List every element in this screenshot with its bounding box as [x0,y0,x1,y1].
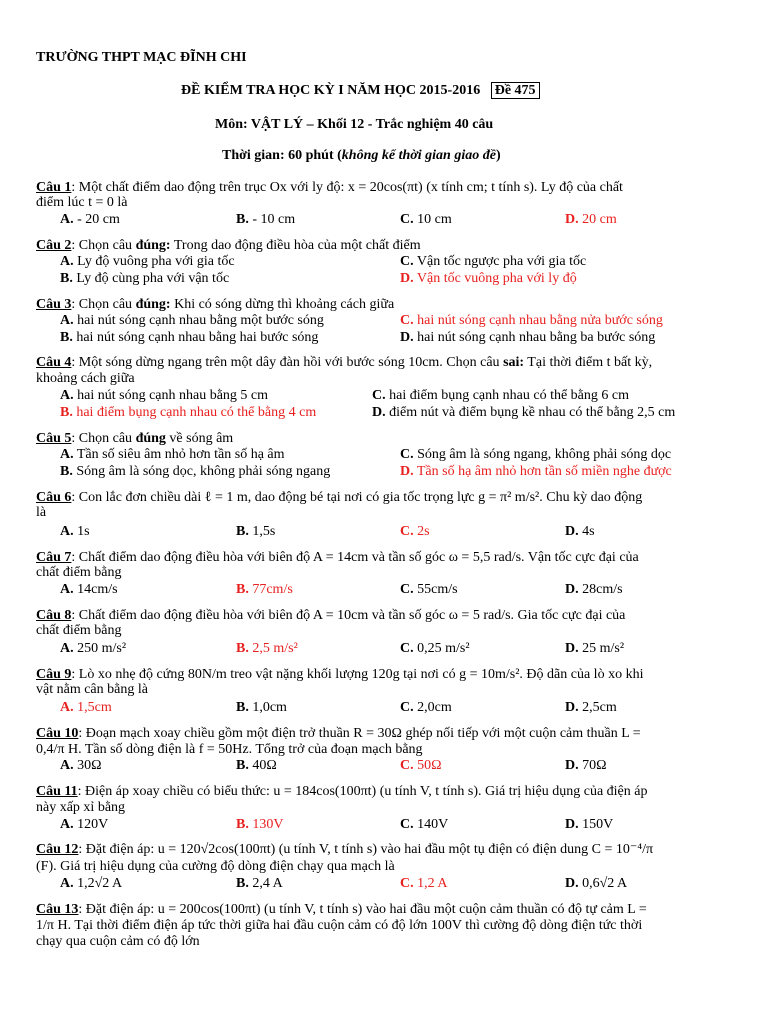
question-11-line2: này xấp xỉ bằng [36,800,126,815]
letter: A. [60,388,74,403]
q5-option-d-answer [400,464,672,480]
option-text: 120V [77,817,109,832]
t: Tại thời điểm t bất kỳ, [524,355,653,370]
letter: C. [400,313,414,328]
question-8-line2: chất điểm bằng [36,623,122,638]
letter: C. [400,582,414,597]
option-text: 70Ω [582,758,607,773]
question-6-label: Câu 6 [36,490,72,505]
option-text: 2,5cm [582,700,617,715]
option-text: 1s [77,524,90,539]
question-1-line2: điểm lúc t = 0 là [36,195,128,210]
option-text: Tần số siêu âm nhỏ hơn tần số hạ âm [76,447,285,462]
t: : Một sóng dừng ngang trên một dây đàn hồi với bước sóng 10cm. Chọn câu [71,355,504,370]
question-7-label: Câu 7 [36,550,72,565]
q6-option-d [565,524,595,540]
question-2-label: Câu 2 [36,238,72,253]
option-text: 25 m/s² [582,641,625,656]
q8-option-c [400,641,470,657]
q3-option-d [400,330,655,346]
option-text: 77cm/s [252,582,293,597]
question-3-text [36,297,394,313]
q3-option-b [60,330,318,346]
question-1-label: Câu 1 [36,180,72,195]
q9-option-b [236,700,287,716]
subject-line: Môn: VẬT LÝ – Khối 12 - Trắc nghiệm 40 câu [215,117,494,132]
letter: B. [236,582,249,597]
q10-option-d [565,758,607,774]
question-12-line1: : Đặt điện áp: u = 120√2cos(100πt) (u tính V, t tính s) vào hai đầu một tụ điện có điện dung C = 10⁻⁴/π [78,842,654,857]
q2-option-a [60,254,235,270]
letter: A. [60,700,74,715]
option-text: 2,4 A [252,876,283,891]
option-text: Ly độ cùng pha với vận tốc [76,271,230,286]
letter: C. [400,524,414,539]
q10-option-c-answer [400,758,442,774]
letter: D. [400,271,414,286]
q11-option-a [60,817,108,833]
q8-option-b-answer [236,641,298,657]
option-text: Sóng âm là sóng ngang, không phải sóng dọc [417,447,672,462]
option-text: hai điểm bụng cạnh nhau có thể bằng 4 cm [76,405,317,420]
q3-option-a [60,313,324,329]
q4-option-b-answer [60,405,316,421]
letter: B. [236,524,249,539]
question-2-text [36,238,421,254]
t: Khi có sóng dừng thì khoảng cách giữa [170,297,395,312]
q8-option-d [565,641,624,657]
letter: D. [565,524,579,539]
question-4-line2: khoảng cách giữa [36,371,135,386]
option-text: 250 m/s² [77,641,127,656]
time-end: ) [495,148,501,163]
t: đúng: [135,297,171,312]
option-text: 40Ω [252,758,277,773]
time-note: không kể thời gian giao đề [341,148,496,163]
question-12-line2: (F). Giá trị hiệu dụng của cường độ dòng điện chạy qua mạch là [36,859,395,874]
option-text: 55cm/s [417,582,458,597]
option-text: - 20 cm [77,212,120,227]
option-text: 10 cm [417,212,452,227]
time-line [222,148,501,164]
q2-option-d-answer [400,271,577,287]
q10-option-b [236,758,277,774]
question-13-line1: : Đặt điện áp: u = 200cos(100πt) (u tính V, t tính s) vào hai đầu một cuộn cảm thuần có độ tự cảm L = [78,902,647,917]
q1-option-b [236,212,295,228]
question-10-text [36,726,641,742]
question-6-text [36,490,642,506]
t: : Chọn câu [71,238,136,253]
letter: C. [400,876,414,891]
q9-option-d [565,700,617,716]
option-text: Sóng âm là sóng dọc, không phải sóng ngang [76,464,331,479]
question-13-line3: chạy qua cuộn cảm có độ lớn [36,934,200,949]
option-text: Vận tốc ngược pha với gia tốc [416,254,587,269]
school-name: TRƯỜNG THPT MẠC ĐĨNH CHI [36,50,247,65]
letter: C. [400,758,414,773]
letter: B. [236,641,249,656]
q12-option-d [565,876,627,892]
option-text: 1,2√2 A [77,876,123,891]
q6-option-c-answer [400,524,430,540]
letter: A. [60,817,74,832]
question-6-line2: là [36,505,47,520]
question-10-line1: : Đoạn mạch xoay chiều gồm một điện trở thuần R = 30Ω ghép nối tiếp với một cuộn cảm thuần L = [78,726,641,741]
question-12-label: Câu 12 [36,842,79,857]
time-text: Thời gian: 60 phút ( [222,148,342,163]
option-text: Tần số hạ âm nhỏ hơn tần số miền nghe được [416,464,672,479]
question-11-line1: : Điện áp xoay chiều có biểu thức: u = 184cos(100πt) (u tính V, t tính s). Giá trị hiệu dụng của điện áp [77,784,648,799]
option-text: hai nút sóng cạnh nhau bằng hai bước sóng [76,330,319,345]
question-7-line1: : Chất điểm dao động điều hòa với biên độ A = 14cm và tần số góc ω = 5,5 rad/s. Vận tốc cực đại của [71,550,639,565]
letter: D. [565,212,579,227]
q1-option-a [60,212,120,228]
letter: B. [60,464,73,479]
question-10-line2: 0,4/π H. Tần số dòng điện là f = 50Hz. Tổng trở của đoạn mạch bằng [36,742,423,757]
letter: A. [60,447,74,462]
q4-option-a [60,388,268,404]
letter: C. [400,641,414,656]
option-text: hai nút sóng cạnh nhau bằng một bước sóng [77,313,324,328]
question-6-line1: : Con lắc đơn chiều dài ℓ = 1 m, dao động bé tại nơi có gia tốc trọng lực g = π² m/s². Chu kỳ dao động [71,490,643,505]
q7-option-b-answer [236,582,293,598]
letter: C. [400,447,414,462]
option-text: 30Ω [77,758,102,773]
letter: C. [372,388,386,403]
q6-option-a [60,524,90,540]
option-text: 28cm/s [582,582,623,597]
question-5-text [36,431,233,447]
q4-option-c [372,388,629,404]
q11-option-c [400,817,448,833]
question-1-line1: : Một chất điểm dao động trên trục Ox với ly độ: x = 20cos(πt) (x tính cm; t tính s). Ly độ của chất [71,180,623,195]
q2-option-c [400,254,586,270]
letter: A. [60,758,74,773]
question-12-text [36,842,653,858]
letter: B. [60,330,73,345]
q5-option-b [60,464,330,480]
option-text: 0,6√2 A [582,876,628,891]
letter: B. [236,817,249,832]
exam-code: Đề 475 [491,82,540,99]
letter: C. [400,254,414,269]
question-9-line2: vật nằm cân bằng là [36,682,148,697]
q8-option-a [60,641,126,657]
option-text: 1,0cm [252,700,287,715]
option-text: 0,25 m/s² [417,641,470,656]
option-text: 1,5s [252,524,276,539]
t: đúng: [135,238,171,253]
letter: A. [60,876,74,891]
question-13-label: Câu 13 [36,902,79,917]
option-text: hai nút sóng cạnh nhau bằng ba bước sóng [417,330,656,345]
q2-option-b [60,271,229,287]
letter: D. [565,876,579,891]
letter: A. [60,641,74,656]
letter: D. [565,700,579,715]
letter: B. [60,271,73,286]
q7-option-a [60,582,118,598]
letter: C. [400,700,414,715]
letter: D. [372,405,386,420]
q5-option-c [400,447,671,463]
exam-title-text: ĐỀ KIỂM TRA HỌC KỲ I NĂM HỌC 2015-2016 [181,83,481,98]
q12-option-b [236,876,283,892]
q12-option-a [60,876,122,892]
option-text: 150V [582,817,614,832]
letter: D. [565,582,579,597]
q6-option-b [236,524,275,540]
letter: B. [236,700,249,715]
question-11-label: Câu 11 [36,784,78,799]
q11-option-d [565,817,613,833]
t: đúng [135,431,166,446]
t: : Chọn câu [71,431,136,446]
q11-option-b-answer [236,817,283,833]
q1-option-c [400,212,452,228]
option-text: 14cm/s [77,582,118,597]
letter: A. [60,313,74,328]
option-text: 20 cm [582,212,617,227]
question-7-line2: chất điểm bằng [36,565,122,580]
option-text: Vận tốc vuông pha với ly độ [416,271,577,286]
q9-option-c [400,700,452,716]
q4-option-d [372,405,675,421]
t: Trong dao động điều hòa của một chất điểm [170,238,421,253]
q5-option-a [60,447,285,463]
q7-option-c [400,582,458,598]
question-5-label: Câu 5 [36,431,72,446]
letter: C. [400,212,414,227]
letter: A. [60,582,74,597]
option-text: 2,5 m/s² [252,641,298,656]
option-text: 140V [417,817,449,832]
question-9-text [36,667,643,683]
letter: D. [400,464,414,479]
question-1-text [36,180,623,196]
question-8-text [36,608,625,624]
question-4-label: Câu 4 [36,355,72,370]
question-13-line2: 1/π H. Tại thời điểm điện áp tức thời giữa hai đầu cuộn cảm có độ lớn 100V thì cường độ dòng điện tức thời [36,918,643,933]
question-8-label: Câu 8 [36,608,72,623]
question-8-line1: : Chất điểm dao động điều hòa với biên độ A = 10cm và tần số góc ω = 5 rad/s. Gia tốc cực đại của [71,608,626,623]
t: về sóng âm [165,431,234,446]
letter: D. [565,758,579,773]
option-text: hai nút sóng cạnh nhau bằng 5 cm [77,388,269,403]
option-text: 2s [417,524,430,539]
letter: A. [60,254,74,269]
t: sai: [503,355,525,370]
letter: B. [236,876,249,891]
option-text: 1,5cm [77,700,112,715]
q10-option-a [60,758,102,774]
letter: B. [236,758,249,773]
option-text: hai điểm bụng cạnh nhau có thể bằng 6 cm [389,388,629,403]
option-text: - 10 cm [252,212,296,227]
letter: B. [60,405,73,420]
option-text: 50Ω [417,758,442,773]
q7-option-d [565,582,623,598]
question-11-text [36,784,648,800]
q1-option-d-answer [565,212,617,228]
question-7-text [36,550,639,566]
exam-title [181,83,540,99]
option-text: 130V [252,817,284,832]
letter: B. [236,212,249,227]
option-text: điểm nút và điểm bụng kề nhau có thể bằng 2,5 cm [389,405,676,420]
option-text: 1,2 A [417,876,448,891]
q9-option-a-answer [60,700,112,716]
option-text: hai nút sóng cạnh nhau bằng nửa bước sóng [417,313,663,328]
option-text: 4s [582,524,595,539]
q3-option-c-answer [400,313,663,329]
option-text: Ly độ vuông pha với gia tốc [77,254,235,269]
letter: A. [60,212,74,227]
option-text: 2,0cm [417,700,452,715]
question-9-label: Câu 9 [36,667,72,682]
t: : Chọn câu [71,297,136,312]
q12-option-c-answer [400,876,447,892]
question-10-label: Câu 10 [36,726,79,741]
letter: A. [60,524,74,539]
letter: D. [565,641,579,656]
question-13-text [36,902,647,918]
question-4-text [36,355,652,371]
letter: C. [400,817,414,832]
letter: D. [400,330,414,345]
question-9-line1: : Lò xo nhẹ độ cứng 80N/m treo vật nặng khối lượng 120g tại nơi có g = 10m/s². Độ dãn của lò xo khi [71,667,644,682]
letter: D. [565,817,579,832]
question-3-label: Câu 3 [36,297,72,312]
